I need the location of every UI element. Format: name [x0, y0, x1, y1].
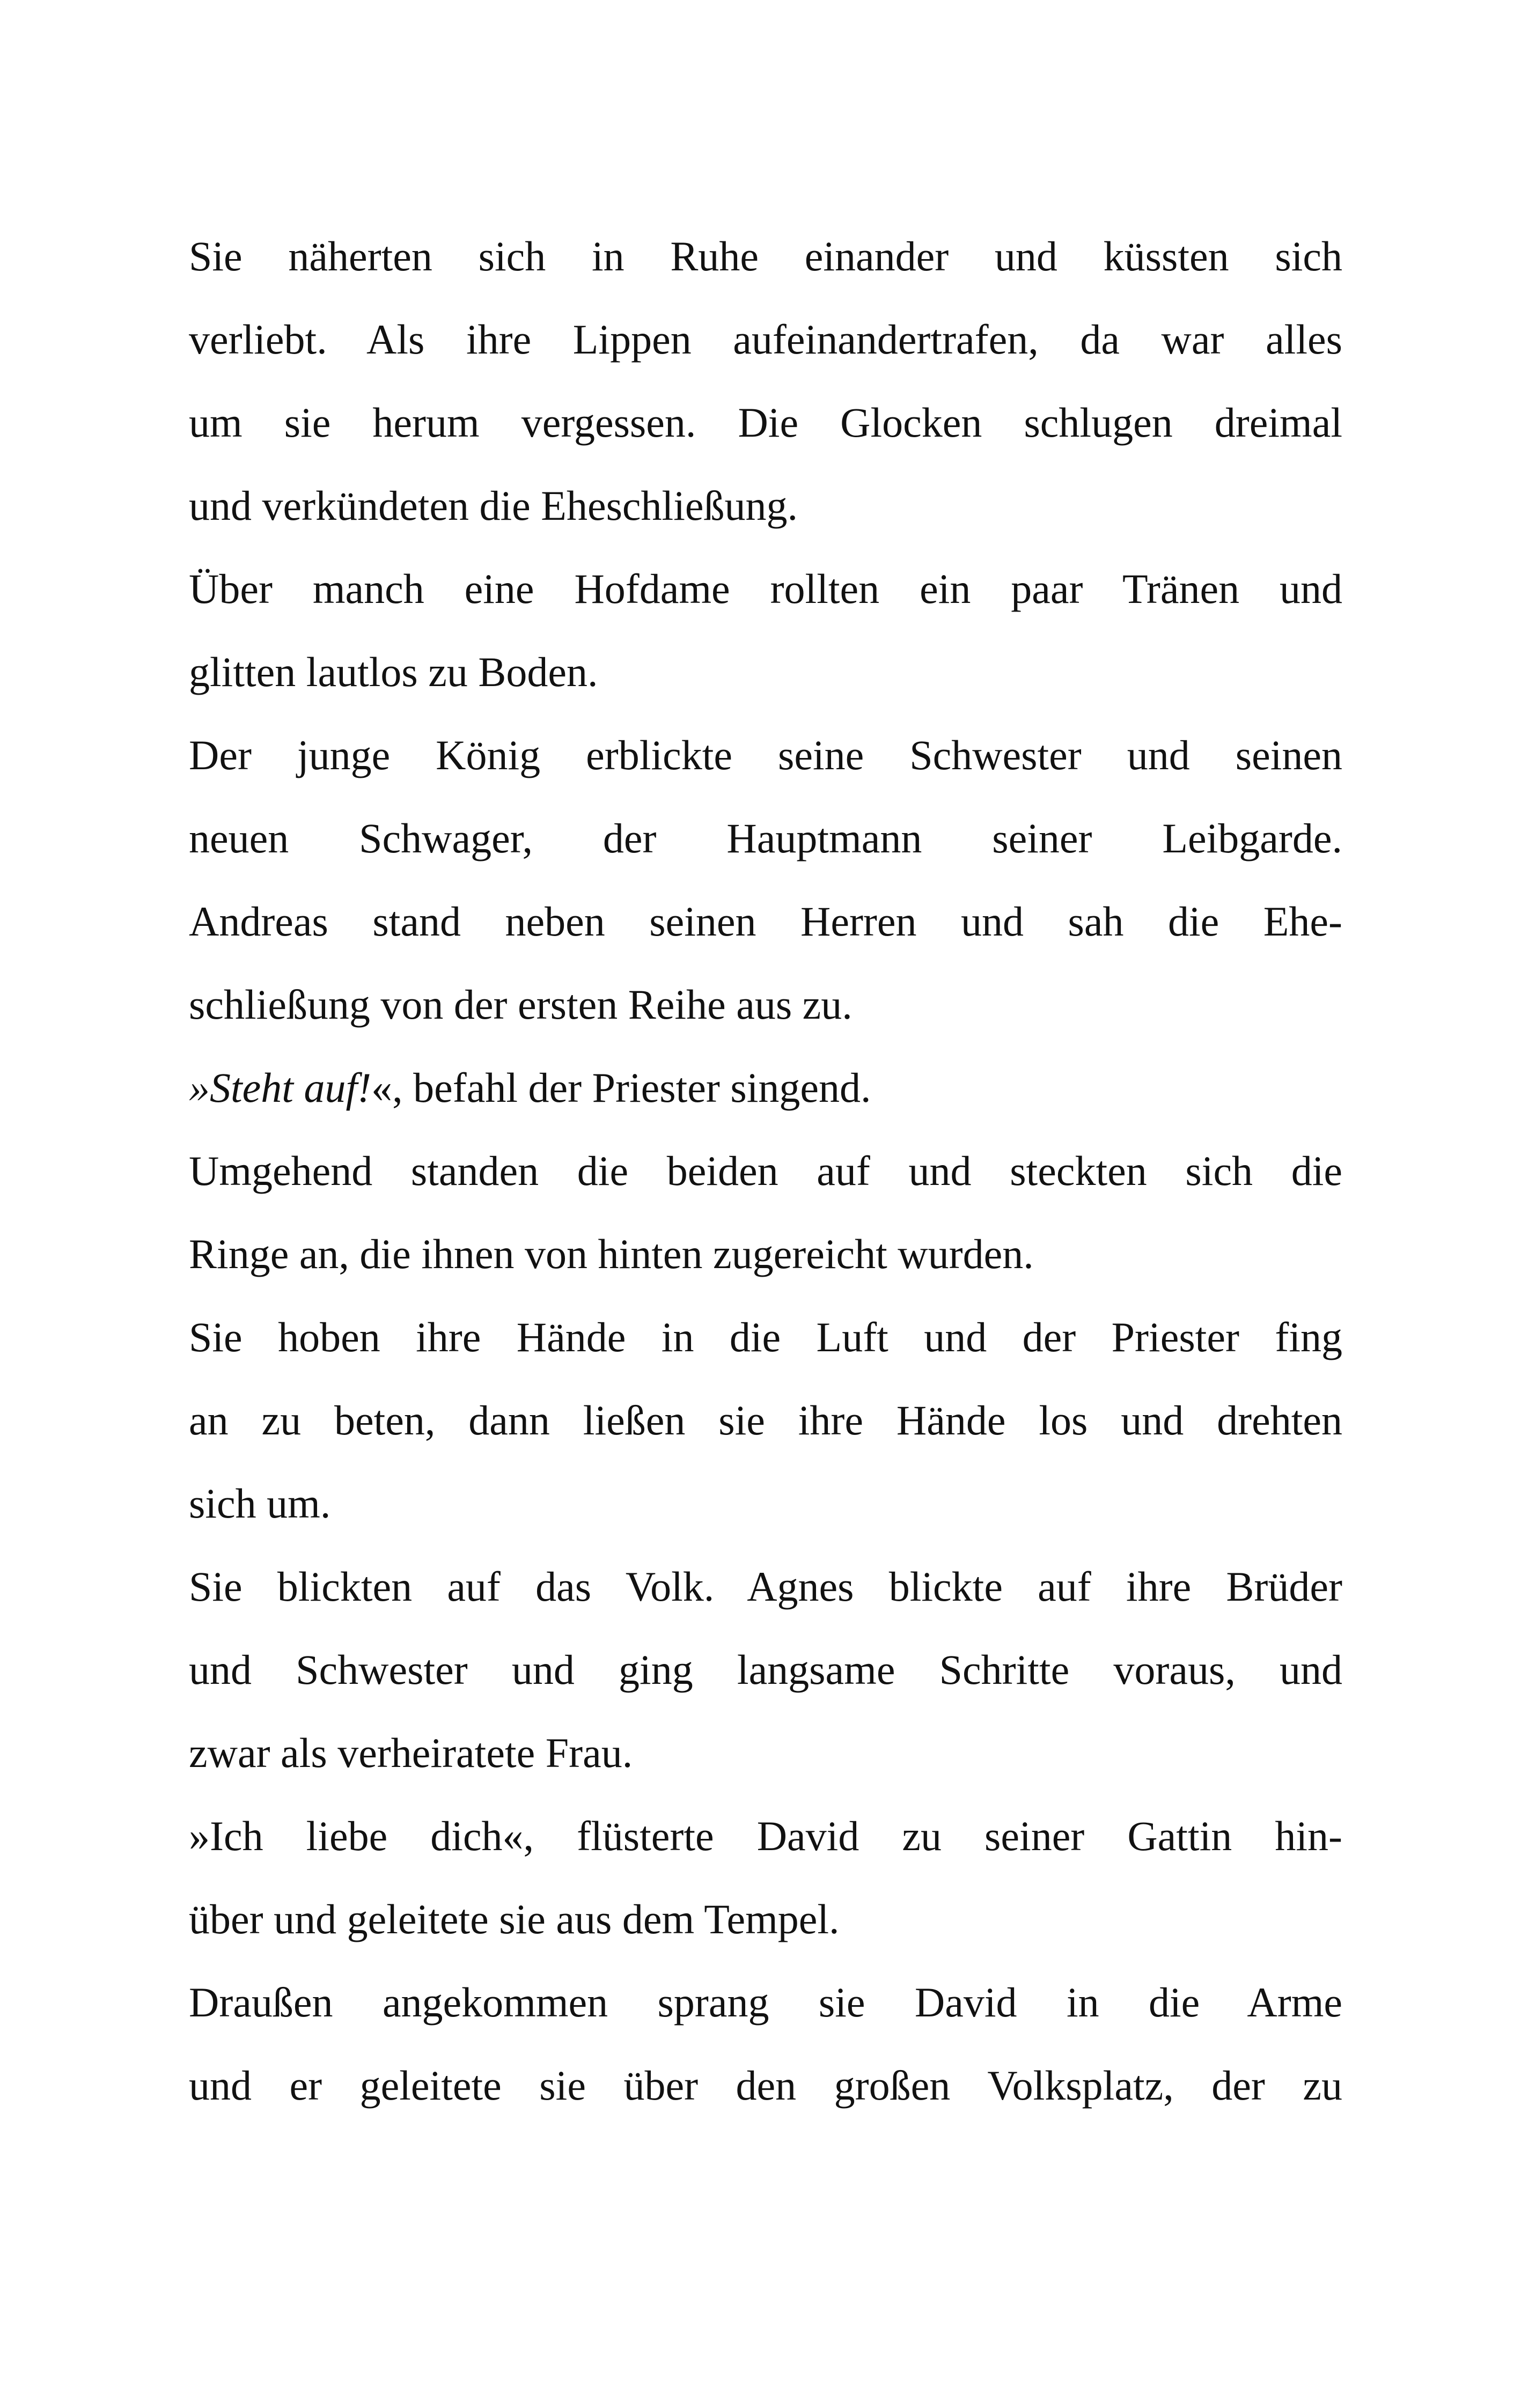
- body-text: [189, 215, 1342, 2127]
- text-line: schließung von der ersten Reihe aus zu.: [189, 981, 853, 1028]
- text-line: Draußen angekommen sprang sie David in die Arme: [189, 1979, 1342, 2026]
- text-line: und Schwester und ging langsame Schritte voraus, und: [189, 1646, 1342, 1693]
- text-line: neuen Schwager, der Hauptmann seiner Leibgarde.: [189, 815, 1342, 861]
- text-line-dialogue: [189, 1046, 1342, 1129]
- text-line: Sie blickten auf das Volk. Agnes blickte auf ihre Brüder: [189, 1563, 1342, 1610]
- text-line: »Ich liebe dich«, flüsterte David zu seiner Gattin hin-: [189, 1813, 1342, 1859]
- text-line: an zu beten, dann ließen sie ihre Hände los und drehten: [189, 1397, 1342, 1444]
- text-line: Ringe an, die ihnen von hinten zugereicht wurden.: [189, 1231, 1034, 1277]
- text-line: Andreas stand neben seinen Herren und sah die Ehe-: [189, 898, 1342, 945]
- text-line: Sie hoben ihre Hände in die Luft und der Priester fing: [189, 1314, 1342, 1360]
- text-line: und verkündeten die Eheschließung.: [189, 482, 798, 529]
- text-line: Der junge König erblickte seine Schwester und seinen: [189, 732, 1342, 778]
- text-line: zwar als verheiratete Frau.: [189, 1729, 633, 1776]
- text-line: und er geleitete sie über den großen Volksplatz, der zu: [189, 2062, 1342, 2109]
- text-line: sich um.: [189, 1480, 331, 1527]
- text-line: Über manch eine Hofdame rollten ein paar Tränen und: [189, 565, 1342, 612]
- text-line: Umgehend standen die beiden auf und steckten sich die: [189, 1147, 1342, 1194]
- text-line: über und geleitete sie aus dem Tempel.: [189, 1896, 840, 1942]
- text-line: verliebt. Als ihre Lippen aufeinandertrafen, da war alles: [189, 316, 1342, 363]
- text-line: glitten lautlos zu Boden.: [189, 649, 598, 695]
- italic-speech: »Steht auf!: [189, 1064, 372, 1111]
- speech-tag: «, befahl der Priester singend.: [371, 1064, 871, 1111]
- text-line: um sie herum vergessen. Die Glocken schlugen dreimal: [189, 399, 1342, 446]
- text-line: Sie näherten sich in Ruhe einander und küssten sich: [189, 233, 1342, 279]
